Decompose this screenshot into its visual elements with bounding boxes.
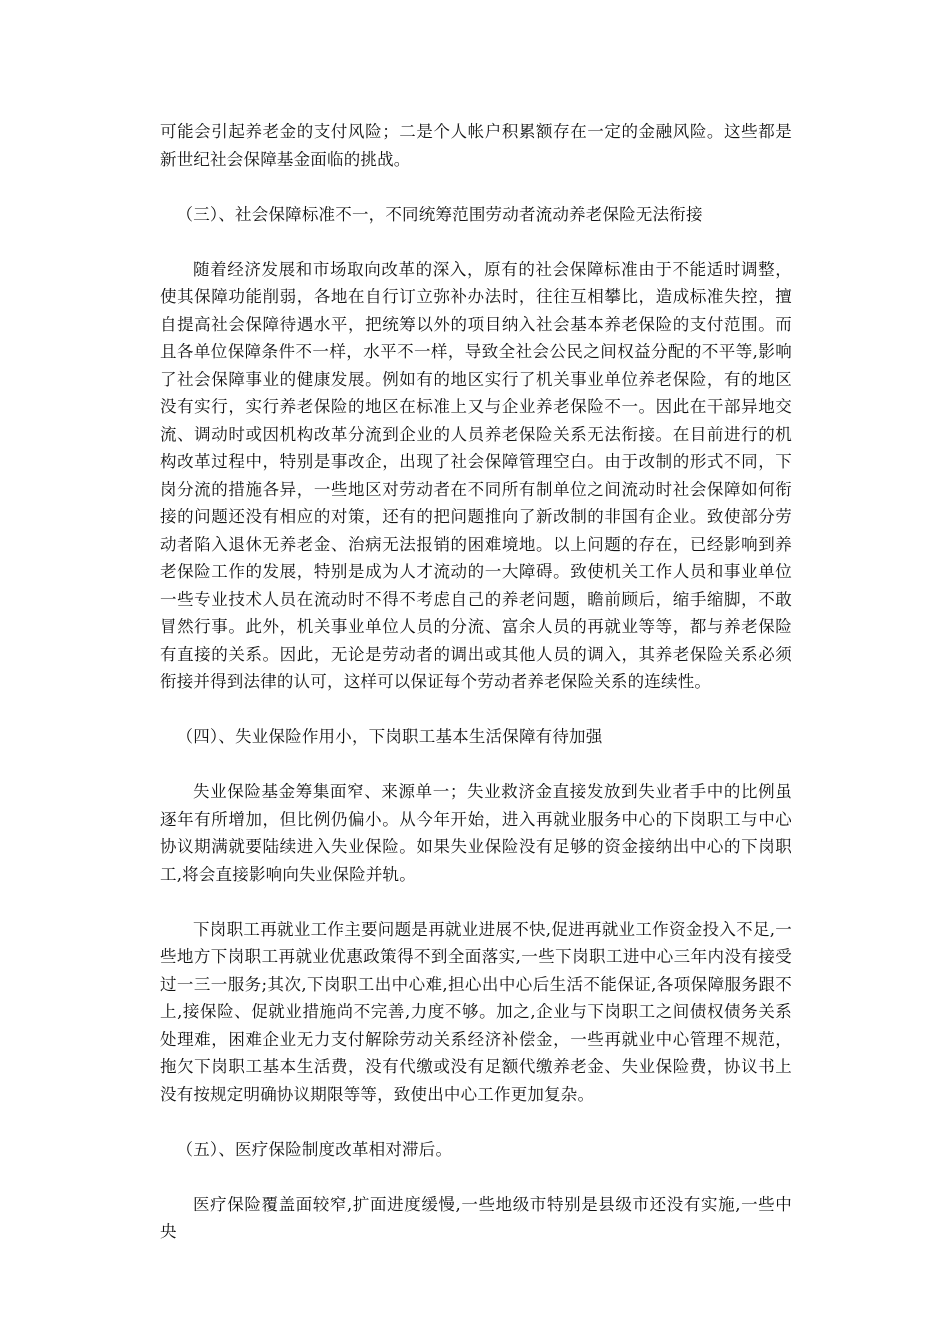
paragraph-section-4a: 失业保险基金筹集面窄、来源单一；失业救济金直接发放到失业者手中的比例虽逐年有所增加，但比例仍偏小。从今年开始，进入再就业服务中心的下岗职工与中心协议期满就要陆续进入失业保险。如果失业保险没有足够的资金接纳出中心的下岗职工,将会直接影响向失业保险并轨。	[160, 782, 792, 884]
paragraph-section-4b: 下岗职工再就业工作主要问题是再就业进展不快,促进再就业工作资金投入不足,一些地方下岗职工再就业优惠政策得不到全面落实,一些下岗职工进中心三年内没有接受过一三一服务;其次,下岗职工出中心难,担心出中心后生活不能保证,各项保障服务跟不上,接保险、促就业措施尚不完善,力度不够。加之,企业与下岗职工之间债权债务关系处理难，困难企业无力支付解除劳动关系经济补偿金，一些再就业中心管理不规范，拖欠下岗职工基本生活费，没有代缴或没有足额代缴养老金、失业保险费，协议书上没有按规定明确协议期限等等，致使出中心工作更加复杂。	[160, 919, 792, 1104]
section-heading-5: （五）、医疗保险制度改革相对滞后。	[176, 1139, 453, 1159]
paragraph-section-3: 随着经济发展和市场取向改革的深入，原有的社会保障标准由于不能适时调整，使其保障功能削弱，各地在自行订立弥补办法时，往往互相攀比，造成标准失控，擅自提高社会保障待遇水平，把统筹以外的项目纳入社会基本养老保险的支付范围。而且各单位保障条件不一样，水平不一样，导致全社会公民之间权益分配的不平等,影响了社会保障事业的健康发展。例如有的地区实行了机关事业单位养老保险，有的地区没有实行，实行养老保险的地区在标准上又与企业养老保险不一。因此在干部异地交流、调动时或因机构改革分流到企业的人员养老保险关系无法衔接。在目前进行的机构改革过程中，特别是事改企，出现了社会保障管理空白。由于改制的形式不同，下岗分流的措施各异，一些地区对劳动者在不同所有制单位之间流动时社会保障如何衔接的问题还没有相应的对策，还有的把问题推向了新改制的非国有企业。致使部分劳动者陷入退休无养老金、治病无法报销的困难境地。以上问题的存在，已经影响到养老保险工作的发展，特别是成为人才流动的一大障碍。致使机关工作人员和事业单位一些专业技术人员在流动时不得不考虑自己的养老问题，瞻前顾后，缩手缩脚，不敢冒然行事。此外，机关事业单位人员的分流、富余人员的再就业等等，都与养老保险有直接的关系。因此，无论是劳动者的调出或其他人员的调入，其养老保险关系必须衔接并得到法律的认可，这样可以保证每个劳动者养老保险关系的连续性。	[160, 259, 792, 691]
section-heading-3: （三）、社会保障标准不一，不同统筹范围劳动者流动养老保险无法衔接	[176, 204, 703, 224]
document-body	[160, 118, 792, 1273]
section-heading-4: （四）、失业保险作用小，下岗职工基本生活保障有待加强	[176, 727, 603, 746]
paragraph-intro: 可能会引起养老金的支付风险；二是个人帐户积累额存在一定的金融风险。这些都是新世纪社会保障基金面临的挑战。	[160, 122, 792, 169]
paragraph-section-5: 医疗保险覆盖面较窄,扩面进度缓慢,一些地级市特别是县级市还没有实施,一些中央	[160, 1194, 792, 1241]
